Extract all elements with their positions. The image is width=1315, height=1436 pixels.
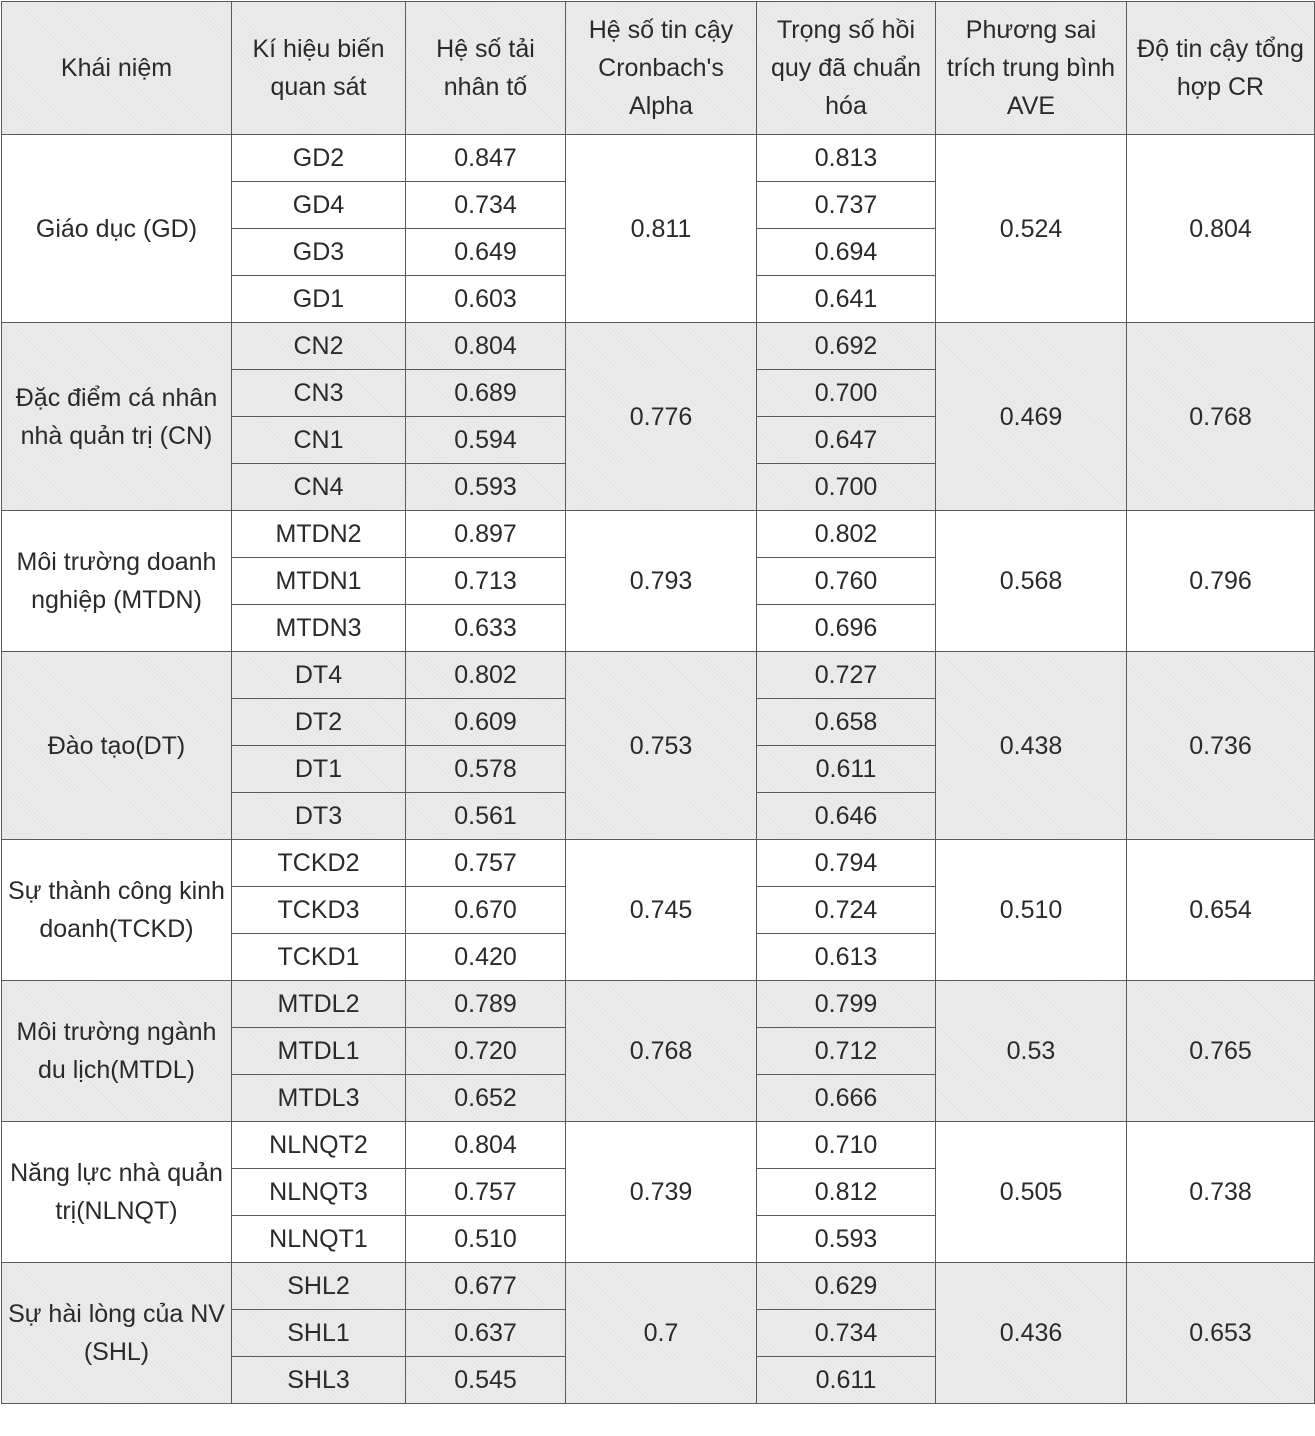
item-code-cell: MTDL2	[232, 981, 406, 1028]
ave-cell: 0.438	[936, 652, 1127, 840]
item-code-cell: SHL2	[232, 1263, 406, 1310]
header-row	[2, 2, 1315, 135]
table-row	[2, 511, 1315, 558]
factor-loading-cell: 0.802	[406, 652, 566, 699]
cr-cell: 0.765	[1127, 981, 1315, 1122]
concept-cell: Sự thành công kinh doanh(TCKD)	[2, 840, 232, 981]
factor-loading-cell: 0.561	[406, 793, 566, 840]
standardized-weight-cell: 0.712	[757, 1028, 936, 1075]
table-body	[2, 135, 1315, 1404]
concept-cell: Đào tạo(DT)	[2, 652, 232, 840]
item-code-cell: SHL1	[232, 1310, 406, 1357]
factor-loading-cell: 0.897	[406, 511, 566, 558]
cr-cell: 0.796	[1127, 511, 1315, 652]
item-code-cell: MTDL1	[232, 1028, 406, 1075]
cronbach-alpha-cell: 0.776	[566, 323, 757, 511]
factor-loading-cell: 0.609	[406, 699, 566, 746]
cr-cell: 0.654	[1127, 840, 1315, 981]
item-code-cell: DT3	[232, 793, 406, 840]
factor-loading-cell: 0.510	[406, 1216, 566, 1263]
standardized-weight-cell: 0.629	[757, 1263, 936, 1310]
standardized-weight-cell: 0.692	[757, 323, 936, 370]
item-code-cell: GD4	[232, 182, 406, 229]
table-row	[2, 652, 1315, 699]
factor-loading-cell: 0.670	[406, 887, 566, 934]
item-code-cell: NLNQT2	[232, 1122, 406, 1169]
standardized-weight-cell: 0.666	[757, 1075, 936, 1122]
concept-cell: Môi trường ngành du lịch(MTDL)	[2, 981, 232, 1122]
cr-cell: 0.653	[1127, 1263, 1315, 1404]
item-code-cell: CN2	[232, 323, 406, 370]
standardized-weight-cell: 0.646	[757, 793, 936, 840]
concept-cell: Môi trường doanh nghiệp (MTDN)	[2, 511, 232, 652]
ave-cell: 0.505	[936, 1122, 1127, 1263]
standardized-weight-cell: 0.647	[757, 417, 936, 464]
standardized-weight-cell: 0.593	[757, 1216, 936, 1263]
standardized-weight-cell: 0.611	[757, 1357, 936, 1404]
factor-loading-cell: 0.603	[406, 276, 566, 323]
header-cronbach-alpha: Hệ số tin cậy Cronbach's Alpha	[566, 2, 757, 135]
item-code-cell: GD3	[232, 229, 406, 276]
item-code-cell: MTDN1	[232, 558, 406, 605]
factor-loading-cell: 0.789	[406, 981, 566, 1028]
cr-cell: 0.804	[1127, 135, 1315, 323]
factor-loading-cell: 0.593	[406, 464, 566, 511]
factor-loading-cell: 0.420	[406, 934, 566, 981]
factor-loading-cell: 0.689	[406, 370, 566, 417]
factor-loading-cell: 0.637	[406, 1310, 566, 1357]
concept-cell: Đặc điểm cá nhân nhà quản trị (CN)	[2, 323, 232, 511]
standardized-weight-cell: 0.812	[757, 1169, 936, 1216]
standardized-weight-cell: 0.799	[757, 981, 936, 1028]
cronbach-alpha-cell: 0.793	[566, 511, 757, 652]
ave-cell: 0.469	[936, 323, 1127, 511]
item-code-cell: GD1	[232, 276, 406, 323]
header-ave: Phương sai trích trung bình AVE	[936, 2, 1127, 135]
cronbach-alpha-cell: 0.768	[566, 981, 757, 1122]
factor-loading-cell: 0.578	[406, 746, 566, 793]
item-code-cell: NLNQT1	[232, 1216, 406, 1263]
header-cr: Độ tin cậy tổng hợp CR	[1127, 2, 1315, 135]
header-concept: Khái niệm	[2, 2, 232, 135]
item-code-cell: MTDN3	[232, 605, 406, 652]
item-code-cell: CN3	[232, 370, 406, 417]
standardized-weight-cell: 0.694	[757, 229, 936, 276]
standardized-weight-cell: 0.696	[757, 605, 936, 652]
item-code-cell: TCKD1	[232, 934, 406, 981]
item-code-cell: DT2	[232, 699, 406, 746]
cronbach-alpha-cell: 0.745	[566, 840, 757, 981]
item-code-cell: GD2	[232, 135, 406, 182]
standardized-weight-cell: 0.700	[757, 464, 936, 511]
factor-loading-cell: 0.757	[406, 840, 566, 887]
table-row	[2, 1122, 1315, 1169]
concept-cell: Giáo dục (GD)	[2, 135, 232, 323]
factor-loading-cell: 0.713	[406, 558, 566, 605]
cronbach-alpha-cell: 0.811	[566, 135, 757, 323]
item-code-cell: MTDN2	[232, 511, 406, 558]
cronbach-alpha-cell: 0.753	[566, 652, 757, 840]
item-code-cell: DT4	[232, 652, 406, 699]
table-row	[2, 323, 1315, 370]
factor-loading-cell: 0.804	[406, 323, 566, 370]
standardized-weight-cell: 0.794	[757, 840, 936, 887]
factor-loading-cell: 0.720	[406, 1028, 566, 1075]
standardized-weight-cell: 0.727	[757, 652, 936, 699]
standardized-weight-cell: 0.611	[757, 746, 936, 793]
factor-loading-cell: 0.545	[406, 1357, 566, 1404]
factor-loading-cell: 0.633	[406, 605, 566, 652]
standardized-weight-cell: 0.724	[757, 887, 936, 934]
table-row	[2, 135, 1315, 182]
item-code-cell: CN4	[232, 464, 406, 511]
ave-cell: 0.524	[936, 135, 1127, 323]
item-code-cell: CN1	[232, 417, 406, 464]
factor-loading-cell: 0.649	[406, 229, 566, 276]
item-code-cell: MTDL3	[232, 1075, 406, 1122]
header-standardized-weight: Trọng số hồi quy đã chuẩn hóa	[757, 2, 936, 135]
ave-cell: 0.568	[936, 511, 1127, 652]
header-item-code: Kí hiệu biến quan sát	[232, 2, 406, 135]
table-row	[2, 840, 1315, 887]
ave-cell: 0.510	[936, 840, 1127, 981]
factor-loading-cell: 0.734	[406, 182, 566, 229]
factor-loading-cell: 0.847	[406, 135, 566, 182]
header-factor-loading: Hệ số tải nhân tố	[406, 2, 566, 135]
factor-loading-cell: 0.652	[406, 1075, 566, 1122]
factor-loading-cell: 0.757	[406, 1169, 566, 1216]
standardized-weight-cell: 0.734	[757, 1310, 936, 1357]
factor-loading-cell: 0.677	[406, 1263, 566, 1310]
ave-cell: 0.436	[936, 1263, 1127, 1404]
item-code-cell: NLNQT3	[232, 1169, 406, 1216]
factor-loading-cell: 0.804	[406, 1122, 566, 1169]
standardized-weight-cell: 0.613	[757, 934, 936, 981]
table-row	[2, 981, 1315, 1028]
standardized-weight-cell: 0.802	[757, 511, 936, 558]
concept-cell: Sự hài lòng của NV (SHL)	[2, 1263, 232, 1404]
cronbach-alpha-cell: 0.739	[566, 1122, 757, 1263]
standardized-weight-cell: 0.710	[757, 1122, 936, 1169]
item-code-cell: SHL3	[232, 1357, 406, 1404]
table-row	[2, 1263, 1315, 1310]
standardized-weight-cell: 0.700	[757, 370, 936, 417]
item-code-cell: DT1	[232, 746, 406, 793]
factor-loading-cell: 0.594	[406, 417, 566, 464]
standardized-weight-cell: 0.658	[757, 699, 936, 746]
reliability-table	[1, 1, 1315, 1404]
cr-cell: 0.738	[1127, 1122, 1315, 1263]
cr-cell: 0.768	[1127, 323, 1315, 511]
standardized-weight-cell: 0.737	[757, 182, 936, 229]
standardized-weight-cell: 0.813	[757, 135, 936, 182]
standardized-weight-cell: 0.641	[757, 276, 936, 323]
concept-cell: Năng lực nhà quản trị(NLNQT)	[2, 1122, 232, 1263]
cr-cell: 0.736	[1127, 652, 1315, 840]
item-code-cell: TCKD2	[232, 840, 406, 887]
cronbach-alpha-cell: 0.7	[566, 1263, 757, 1404]
ave-cell: 0.53	[936, 981, 1127, 1122]
standardized-weight-cell: 0.760	[757, 558, 936, 605]
item-code-cell: TCKD3	[232, 887, 406, 934]
